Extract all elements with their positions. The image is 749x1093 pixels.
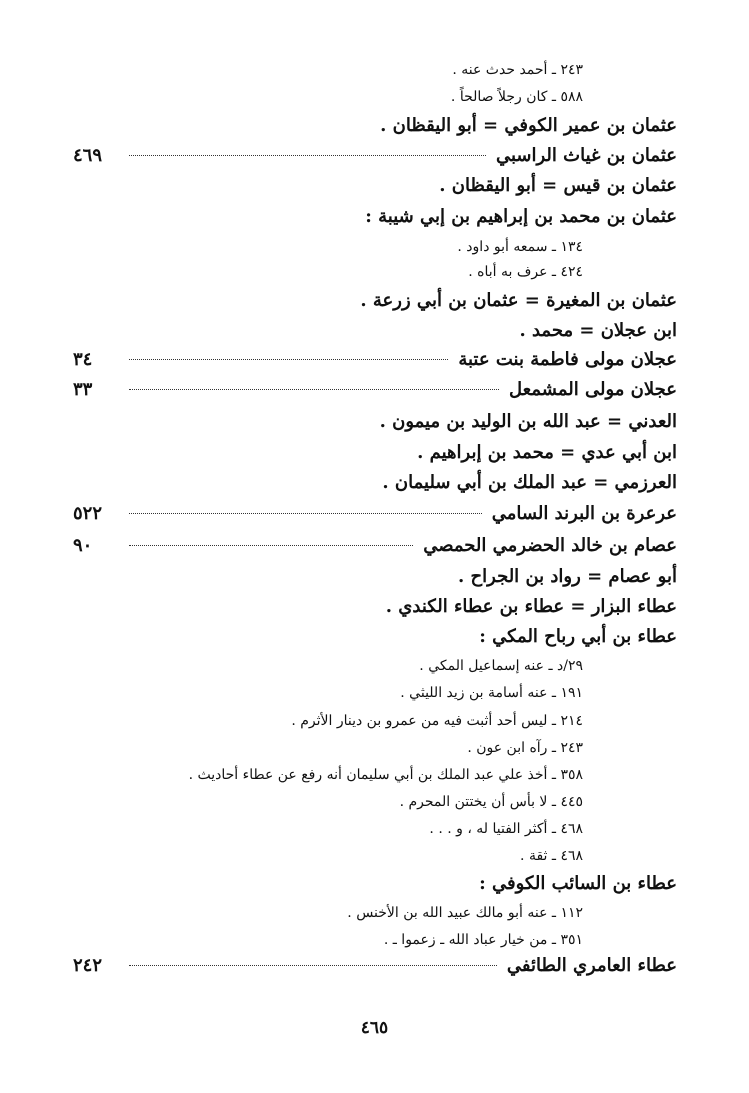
cross-reference-heading: أبو عصام = رواد بن الجراح . (457, 566, 677, 587)
sub-line: ٤٦٨ ـ أكثر الفتيا له ، و . . . (429, 821, 583, 837)
leader-dots (129, 358, 448, 360)
sub-line: ٢٩/د ـ عنه إسماعيل المكي . (419, 658, 583, 674)
entry-name: عثمان بن غياث الراسبي (495, 145, 677, 166)
entry-heading: عطاء بن السائب الكوفي : (479, 873, 677, 894)
sub-line: ٥٨٨ ـ كان رجلاً صالحاً . (450, 89, 583, 105)
leader-dots (129, 544, 413, 546)
sub-line: ٤٦٨ ـ ثقة . (520, 848, 583, 864)
index-entry (73, 379, 677, 400)
index-entry (73, 955, 677, 976)
sub-line: ١٩١ ـ عنه أسامة بن زيد الليثي . (400, 685, 583, 701)
sub-line: ٢٤٣ ـ أحمد حدث عنه . (452, 62, 583, 78)
sub-line: ٤٤٥ ـ لا بأس أن يختتن المحرم . (399, 794, 583, 810)
leader-dots (129, 512, 482, 514)
cross-reference-heading: عثمان بن عمير الكوفي = أبو اليقظان . (380, 115, 677, 136)
sub-line: ٢٤٣ ـ رآه ابن عون . (467, 740, 583, 756)
entry-name: عصام بن خالد الحضرمي الحمصي (423, 535, 677, 556)
entry-name: عطاء العامري الطائفي (506, 955, 677, 976)
entry-name: عجلان مولى المشمعل (509, 379, 677, 400)
leader-dots (129, 964, 497, 966)
cross-reference-heading: عطاء البزار = عطاء بن عطاء الكندي . (385, 596, 677, 617)
cross-reference-heading: العرزمي = عبد الملك بن أبي سليمان . (382, 472, 677, 493)
sub-line: ١١٢ ـ عنه أبو مالك عبيد الله بن الأخنس . (347, 905, 583, 921)
index-entry (73, 349, 677, 370)
entry-page-number: ٣٤ (73, 349, 93, 370)
entry-page-number: ٣٣ (73, 379, 93, 400)
cross-reference-heading: عثمان بن قيس = أبو اليقظان . (439, 175, 677, 196)
index-entry (73, 145, 677, 166)
entry-name: عرعرة بن البرند السامي (491, 503, 677, 524)
index-entry (73, 535, 677, 556)
cross-reference-heading: ابن عجلان = محمد . (519, 320, 677, 341)
sub-line: ٤٢٤ ـ عرف به أباه . (468, 264, 583, 280)
cross-reference-heading: ابن أبي عدي = محمد بن إبراهيم . (417, 442, 677, 463)
sub-line: ٣٥١ ـ من خيار عباد الله ـ زعموا ـ . (383, 932, 583, 948)
entry-heading: عطاء بن أبي رباح المكي : (479, 626, 677, 647)
page-number: ٤٦٥ (360, 1018, 389, 1038)
entry-name: عجلان مولى فاطمة بنت عتبة (458, 349, 677, 370)
leader-dots (129, 388, 499, 390)
entry-page-number: ٢٤٢ (73, 955, 103, 976)
sub-line: ٣٥٨ ـ أخذ علي عبد الملك بن أبي سليمان أنه رفع عن عطاء أحاديث . (188, 767, 583, 783)
index-entry (73, 503, 677, 524)
cross-reference-heading: العدني = عبد الله بن الوليد بن ميمون . (379, 411, 677, 432)
entry-page-number: ٤٦٩ (73, 145, 103, 166)
cross-reference-heading: عثمان بن المغيرة = عثمان بن أبي زرعة . (360, 290, 677, 311)
entry-heading: عثمان بن محمد بن إبراهيم بن إبي شيبة : (365, 206, 677, 227)
entry-page-number: ٩٠ (73, 535, 93, 556)
sub-line: ١٣٤ ـ سمعه أبو داود . (457, 239, 583, 255)
sub-line: ٢١٤ ـ ليس أحد أثبت فيه من عمرو بن دينار الأثرم . (291, 713, 583, 729)
entry-page-number: ٥٢٢ (73, 503, 103, 524)
leader-dots (129, 154, 486, 156)
